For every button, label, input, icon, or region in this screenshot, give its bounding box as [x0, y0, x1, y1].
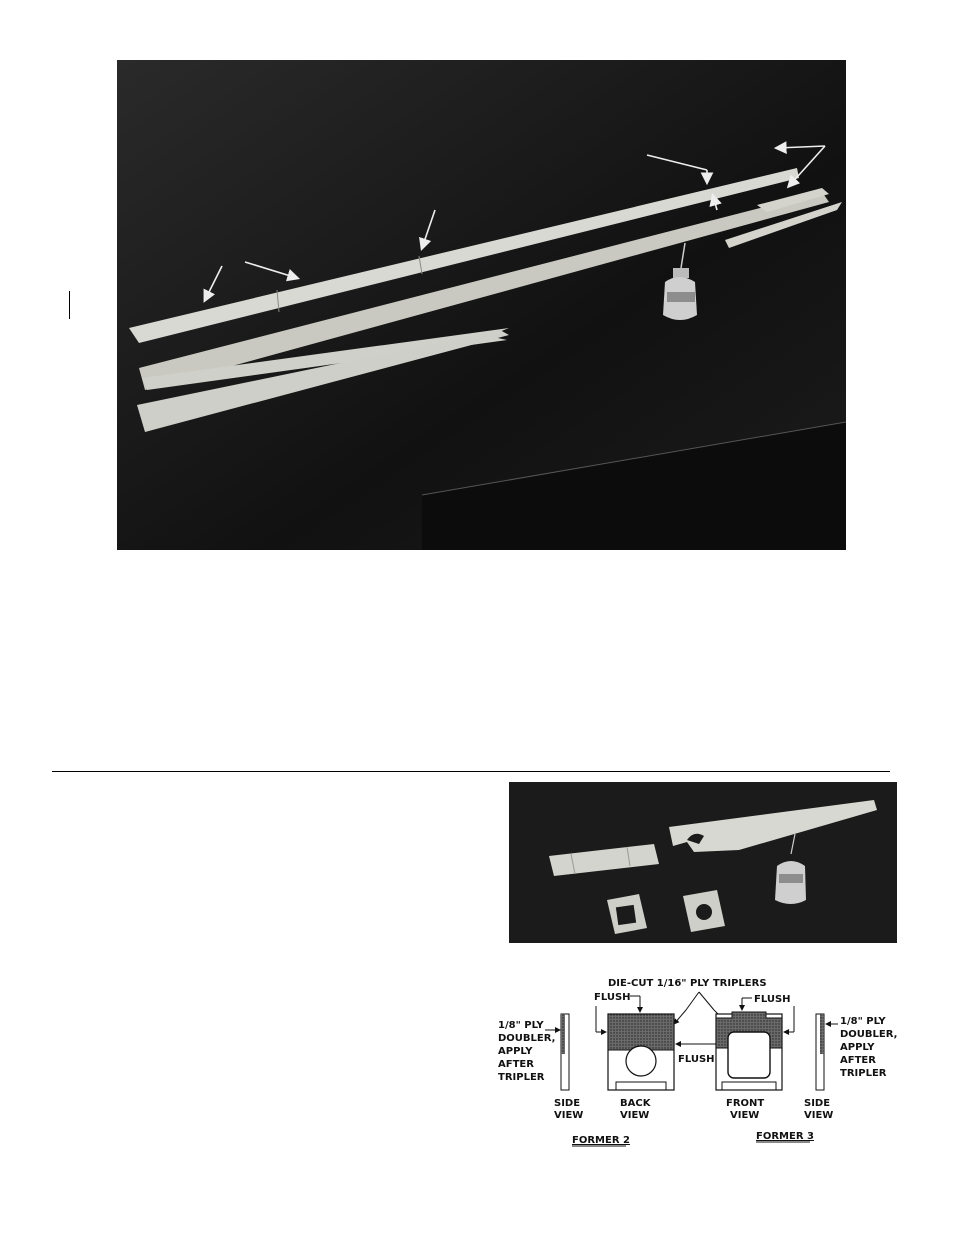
doubler-right-line3: APPLY [840, 1042, 875, 1053]
back-view-line1: BACK [620, 1098, 651, 1109]
former-3-front-view [716, 1012, 782, 1090]
doubler-left-line5: TRIPLER [498, 1072, 545, 1083]
side-view-left-line1: SIDE [554, 1098, 581, 1109]
doubler-right-line4: AFTER [840, 1055, 876, 1066]
doubler-right-line1: 1/8" PLY [840, 1016, 886, 1027]
doubler-right-line2: DOUBLER, [840, 1029, 898, 1040]
doubler-left-line4: AFTER [498, 1059, 534, 1070]
back-view-line2: VIEW [620, 1110, 650, 1121]
formers-illustration [509, 782, 897, 943]
former-diagram [490, 966, 910, 1152]
former-3-caption: FORMER 3 [756, 1131, 814, 1142]
fuselage-sides-illustration [117, 60, 846, 550]
doubler-left-line1: 1/8" PLY [498, 1020, 544, 1031]
flush-right-label: FLUSH [754, 994, 791, 1005]
margin-mark [69, 291, 70, 319]
doubler-left-line3: APPLY [498, 1046, 533, 1057]
triplers-label: DIE-CUT 1/16" PLY TRIPLERS [608, 978, 767, 989]
fuselage-sides-photo [117, 60, 846, 550]
front-view-line2: VIEW [730, 1110, 760, 1121]
front-view-line1: FRONT [726, 1098, 765, 1109]
side-view-left-line2: VIEW [554, 1110, 584, 1121]
side-view-right-line2: VIEW [804, 1110, 834, 1121]
section-divider [52, 771, 890, 772]
doubler-right-line5: TRIPLER [840, 1068, 887, 1079]
former-2-back-view [608, 1014, 674, 1090]
flush-middle-label: FLUSH [678, 1054, 715, 1065]
formers-photo [509, 782, 897, 943]
doubler-left-line2: DOUBLER, [498, 1033, 556, 1044]
flush-left-label: FLUSH [594, 992, 631, 1003]
former-2-caption: FORMER 2 [572, 1135, 630, 1146]
side-view-right-line1: SIDE [804, 1098, 831, 1109]
